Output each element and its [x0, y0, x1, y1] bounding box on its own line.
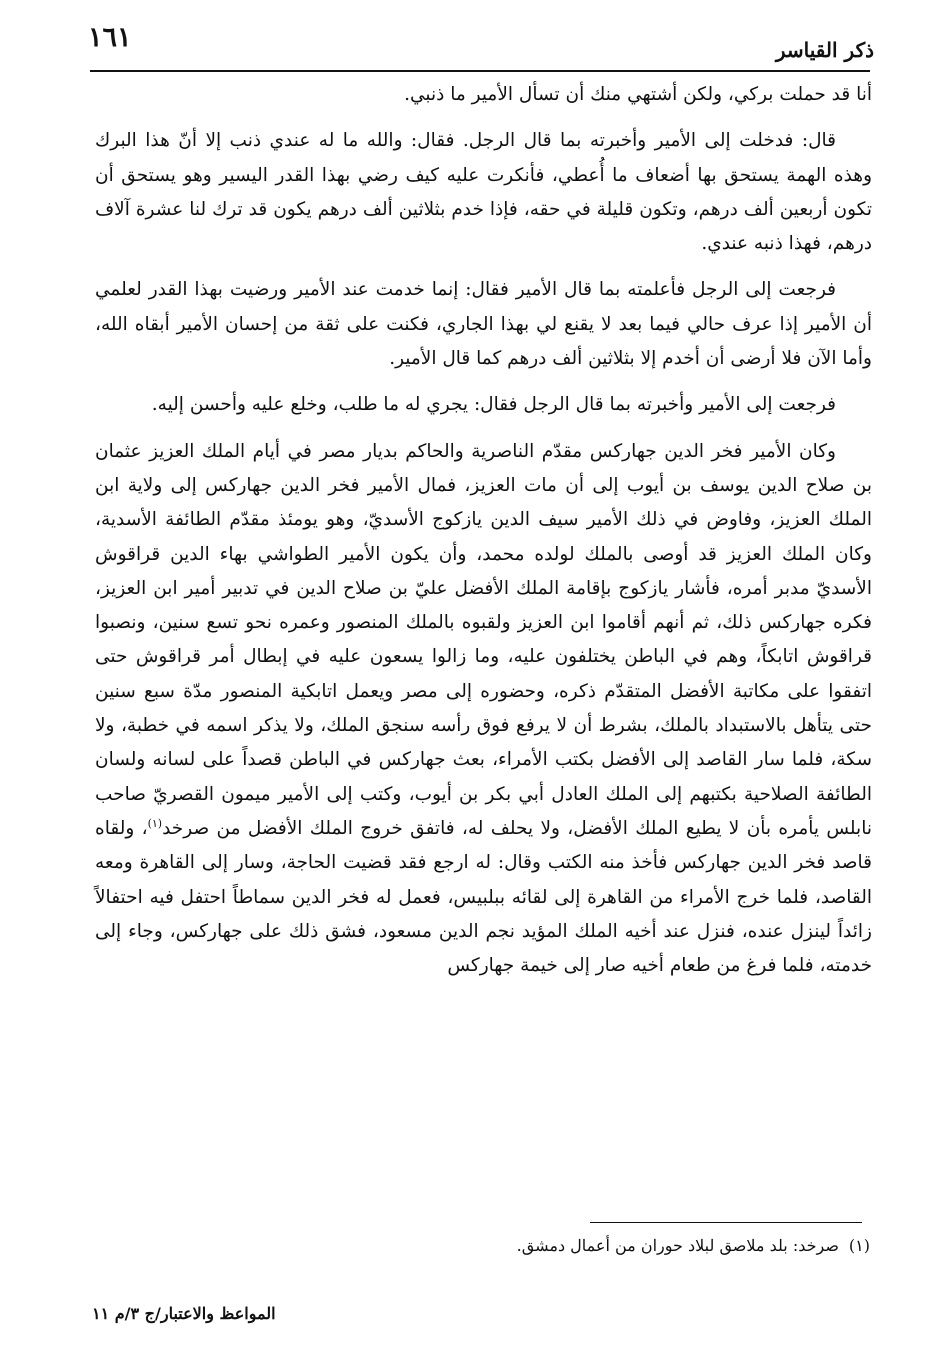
page-number: ١٦١ — [88, 22, 132, 53]
printer-signature: المواعظ والاعتبار/ج ٣/م ١١ — [92, 1304, 276, 1323]
footnote-rule — [590, 1222, 862, 1223]
paragraph-2: قال: فدخلت إلى الأمير وأخبرته بما قال الرجل. فقال: والله ما له عندي ذنب إلا أنّ هذا البرك وهذه الهمة يستحق بها أضعاف ما أُعطي، فأنكرت عليه كيف رضي بهذا القدر اليسير وهو يستحق أن تكون أربعين ألف درهم، وتكون قليلة في حقه، فإذا خدم بثلاثين ألف درهم يكون قد ترك لنا عشرة آلاف درهم، فهذا ذنبه عندي. — [95, 130, 872, 255]
paragraph-4: فرجعت إلى الأمير وأخبرته بما قال الرجل فقال: يجري له ما طلب، وخلع عليه وأحسن إليه. — [151, 394, 836, 416]
footnote-text: صرخد: بلد ملاصق لبلاد حوران من أعمال دمشق. — [516, 1236, 839, 1255]
paragraph-5 — [95, 435, 872, 984]
paragraph-continuation: أنا قد حملت بركي، ولكن أشتهي منك أن تسأل الأمير ما ذنبي. — [404, 84, 872, 105]
paragraph-3: فرجعت إلى الرجل فأعلمته بما قال الأمير فقال: إنما خدمت عند الأمير ورضيت بهذا القدر لعلمي أن الأمير إذا عرف حالي فيما بعد لا يقنع لي بهذا الجاري، فكنت على ثقة من إحسان الأمير أبقاه الله، وأما الآن فلا أرضى أن أخدم إلا بثلاثين ألف درهم كما قال الأمير. — [95, 279, 872, 370]
paragraph-5-part-b: ، ولقاه قاصد فخر الدين جهاركس فأخذ منه الكتب وقال: له ارجع فقد قضيت الحاجة، وسار إلى القاهرة ومعه القاصد، فلما خرج الأمراء من القاهرة إلى لقائه ببلبيس، فعمل له فخر الدين سماطاً احتفل فيه احتفالاً زائداً لينزل عنده، فنزل عند أخيه الملك المؤيد نجم الدين مسعود، فشق ذلك على جهاركس، وجاء إلى خدمته، فلما فرغ من طعام أخيه صار إلى خيمة جهاركس — [95, 817, 872, 977]
footnote — [95, 1236, 870, 1255]
running-head: ذكر القياسر — [775, 38, 874, 62]
paragraph-5-part-a: وكان الأمير فخر الدين جهاركس مقدّم الناصرية والحاكم بديار مصر في أيام الملك العزيز عثمان بن صلاح الدين يوسف بن أيوب إلى أن مات العزيز، فمال الأمير فخر الدين جهاركس إلى ولاية ابن الملك العزيز، وفاوض في ذلك الأمير سيف الدين يازكوج الأسديّ، وهو يومئذ مقدّم الطائفة الأسدية، وكان الملك العزيز قد أوصى بالملك لولده محمد، وأن يكون الأمير الطواشي بهاء الدين قراقوش الأسديّ مدبر أمره، فأشار يازكوج بإقامة الملك الأفضل عليّ بن صلاح الدين في تدبير أمير ابن العزيز، فكره جهاركس ذلك، ثم أنهم أقاموا ابن العزيز ولقبوه بالملك المنصور وعمره نحو تسع سنين، ونصبوا قراقوش اتابكاً، وهم في الباطن يختلفون عليه، وما زالوا يسعون عليه في إبطال أمر قراقوش حتى اتفقوا على مكاتبة الأفضل المتقدّم ذكره، وحضوره إلى مصر ويعمل اتابكية المنصور مدّة سبع سنين حتى يتأهل بالاستبداد بالملك، بشرط أن لا يرفع فوق رأسه سنجق الملك، ولا يذكر اسمه في خطبة، ولا سكة، فلما سار القاصد إلى الأفضل بكتب الأمراء، بعث جهاركس في الباطن قصداً على لسانه ولسان الطائفة الصلاحية بكتبهم إلى الملك العادل أبي بكر بن أيوب، وكتب إلى الأمير ميمون القصريّ صاحب نابلس يأمره بأن لا يطيع الملك الأفضل، ولا يحلف له، فاتفق خروج الملك الأفضل من صرخد — [95, 440, 872, 839]
footnote-reference[interactable]: (١) — [147, 816, 163, 830]
header-rule — [90, 70, 870, 72]
footnote-number: (١) — [848, 1236, 870, 1255]
body-text — [95, 78, 872, 983]
